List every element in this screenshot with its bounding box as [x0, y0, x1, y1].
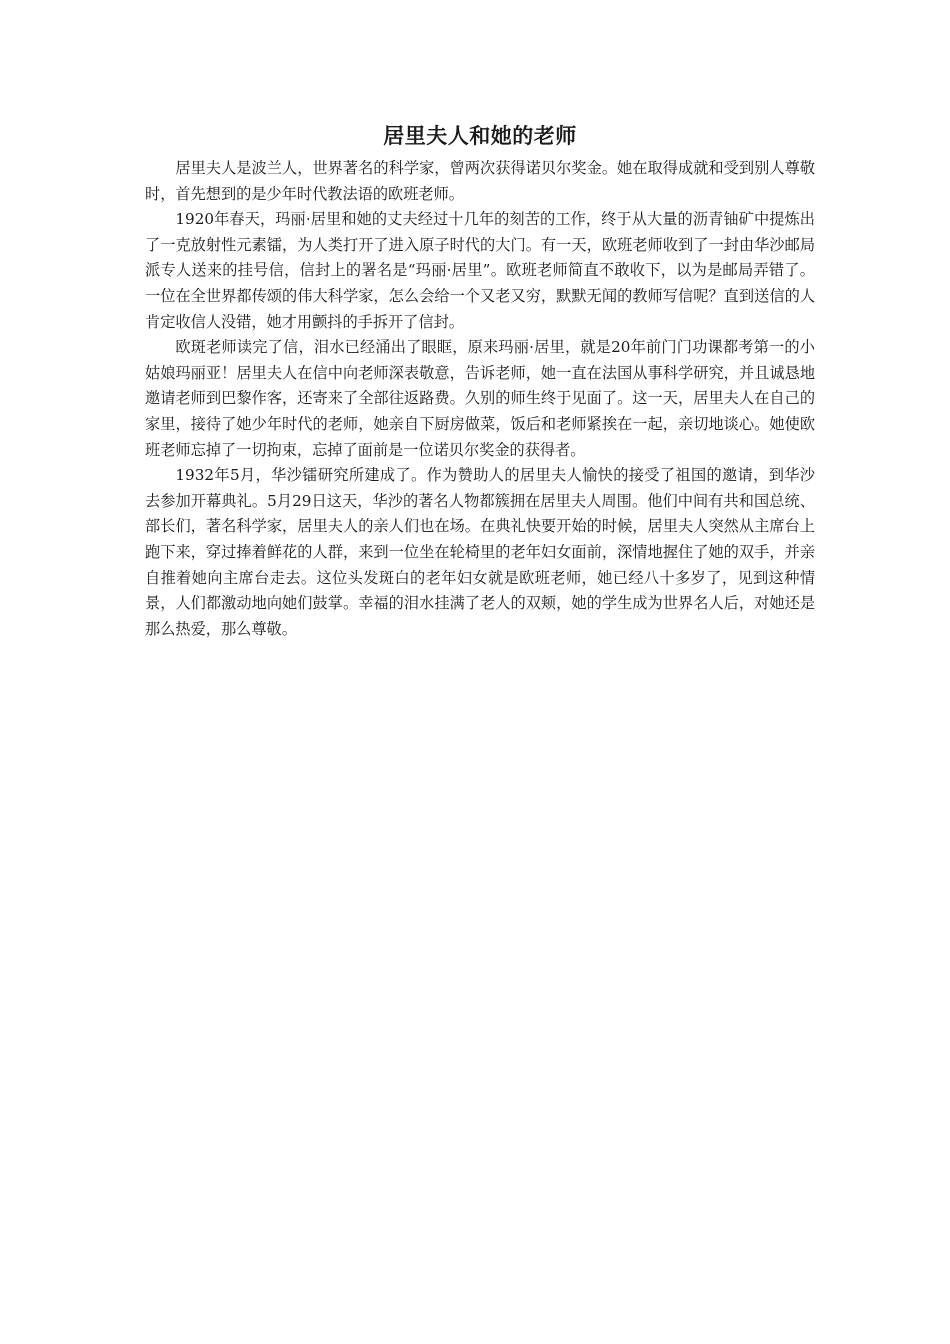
paragraph-1932: 1932年5月，华沙镭研究所建成了。作为赞助人的居里夫人愉快的接受了祖国的邀请，到华沙去参加开幕典礼。5月29日这天，华沙的著名人物都簇拥在居里夫人周围。他们中间有共和国总统、部长们，著名科学家，居里夫人的亲人们也在场。在典礼快要开始的时候，居里夫人突然从主席台上跑下来，穿过捧着鲜花的人群，来到一位坐在轮椅里的老年妇女面前，深情地握住了她的双手，并亲自推着她向主席台走去。这位头发斑白的老年妇女就是欧班老师，她已经八十多岁了，见到这种情景，人们都激动地向她们鼓掌。幸福的泪水挂满了老人的双颊，她的学生成为世界名人后，对她还是那么热爱，那么尊敬。 — [145, 466, 815, 638]
paragraph-intro: 居里夫人是波兰人，世界著名的科学家，曾两次获得诺贝尔奖金。她在取得成就和受到别人尊敬时，首先想到的是少年时代教法语的欧班老师。 — [145, 159, 815, 203]
paragraph-1920: 1920年春天，玛丽·居里和她的丈夫经过十几年的刻苦的工作，终于从大量的沥青铀矿中提炼出了一克放射性元素镭，为人类打开了进入原子时代的大门。有一天，欧班老师收到了一封由华沙邮局派专人送来的挂号信，信封上的署名是“玛丽·居里”。欧班老师简直不敢收下，以为是邮局弄错了。一位在全世界都传颂的伟大科学家，怎么会给一个又老又穷，默默无闻的教师写信呢？直到送信的人肯定收信人没错，她才用颤抖的手拆开了信封。 — [145, 210, 815, 331]
paragraph-reunion: 欧斑老师读完了信，泪水已经涌出了眼眶，原来玛丽·居里，就是20年前门门功课都考第一的小姑娘玛丽亚！居里夫人在信中向老师深表敬意，告诉老师，她一直在法国从事科学研究，并且诚恳地邀请老师到巴黎作客，还寄来了全部往返路费。久别的师生终于见面了。这一天，居里夫人在自己的家里，接待了她少年时代的老师，她亲自下厨房做菜，饭后和老师紧挨在一起，亲切地谈心。她使欧班老师忘掉了一切拘束，忘掉了面前是一位诺贝尔奖金的获得者。 — [145, 338, 815, 459]
article-title: 居里夫人和她的老师 — [383, 124, 577, 148]
article — [145, 118, 815, 642]
